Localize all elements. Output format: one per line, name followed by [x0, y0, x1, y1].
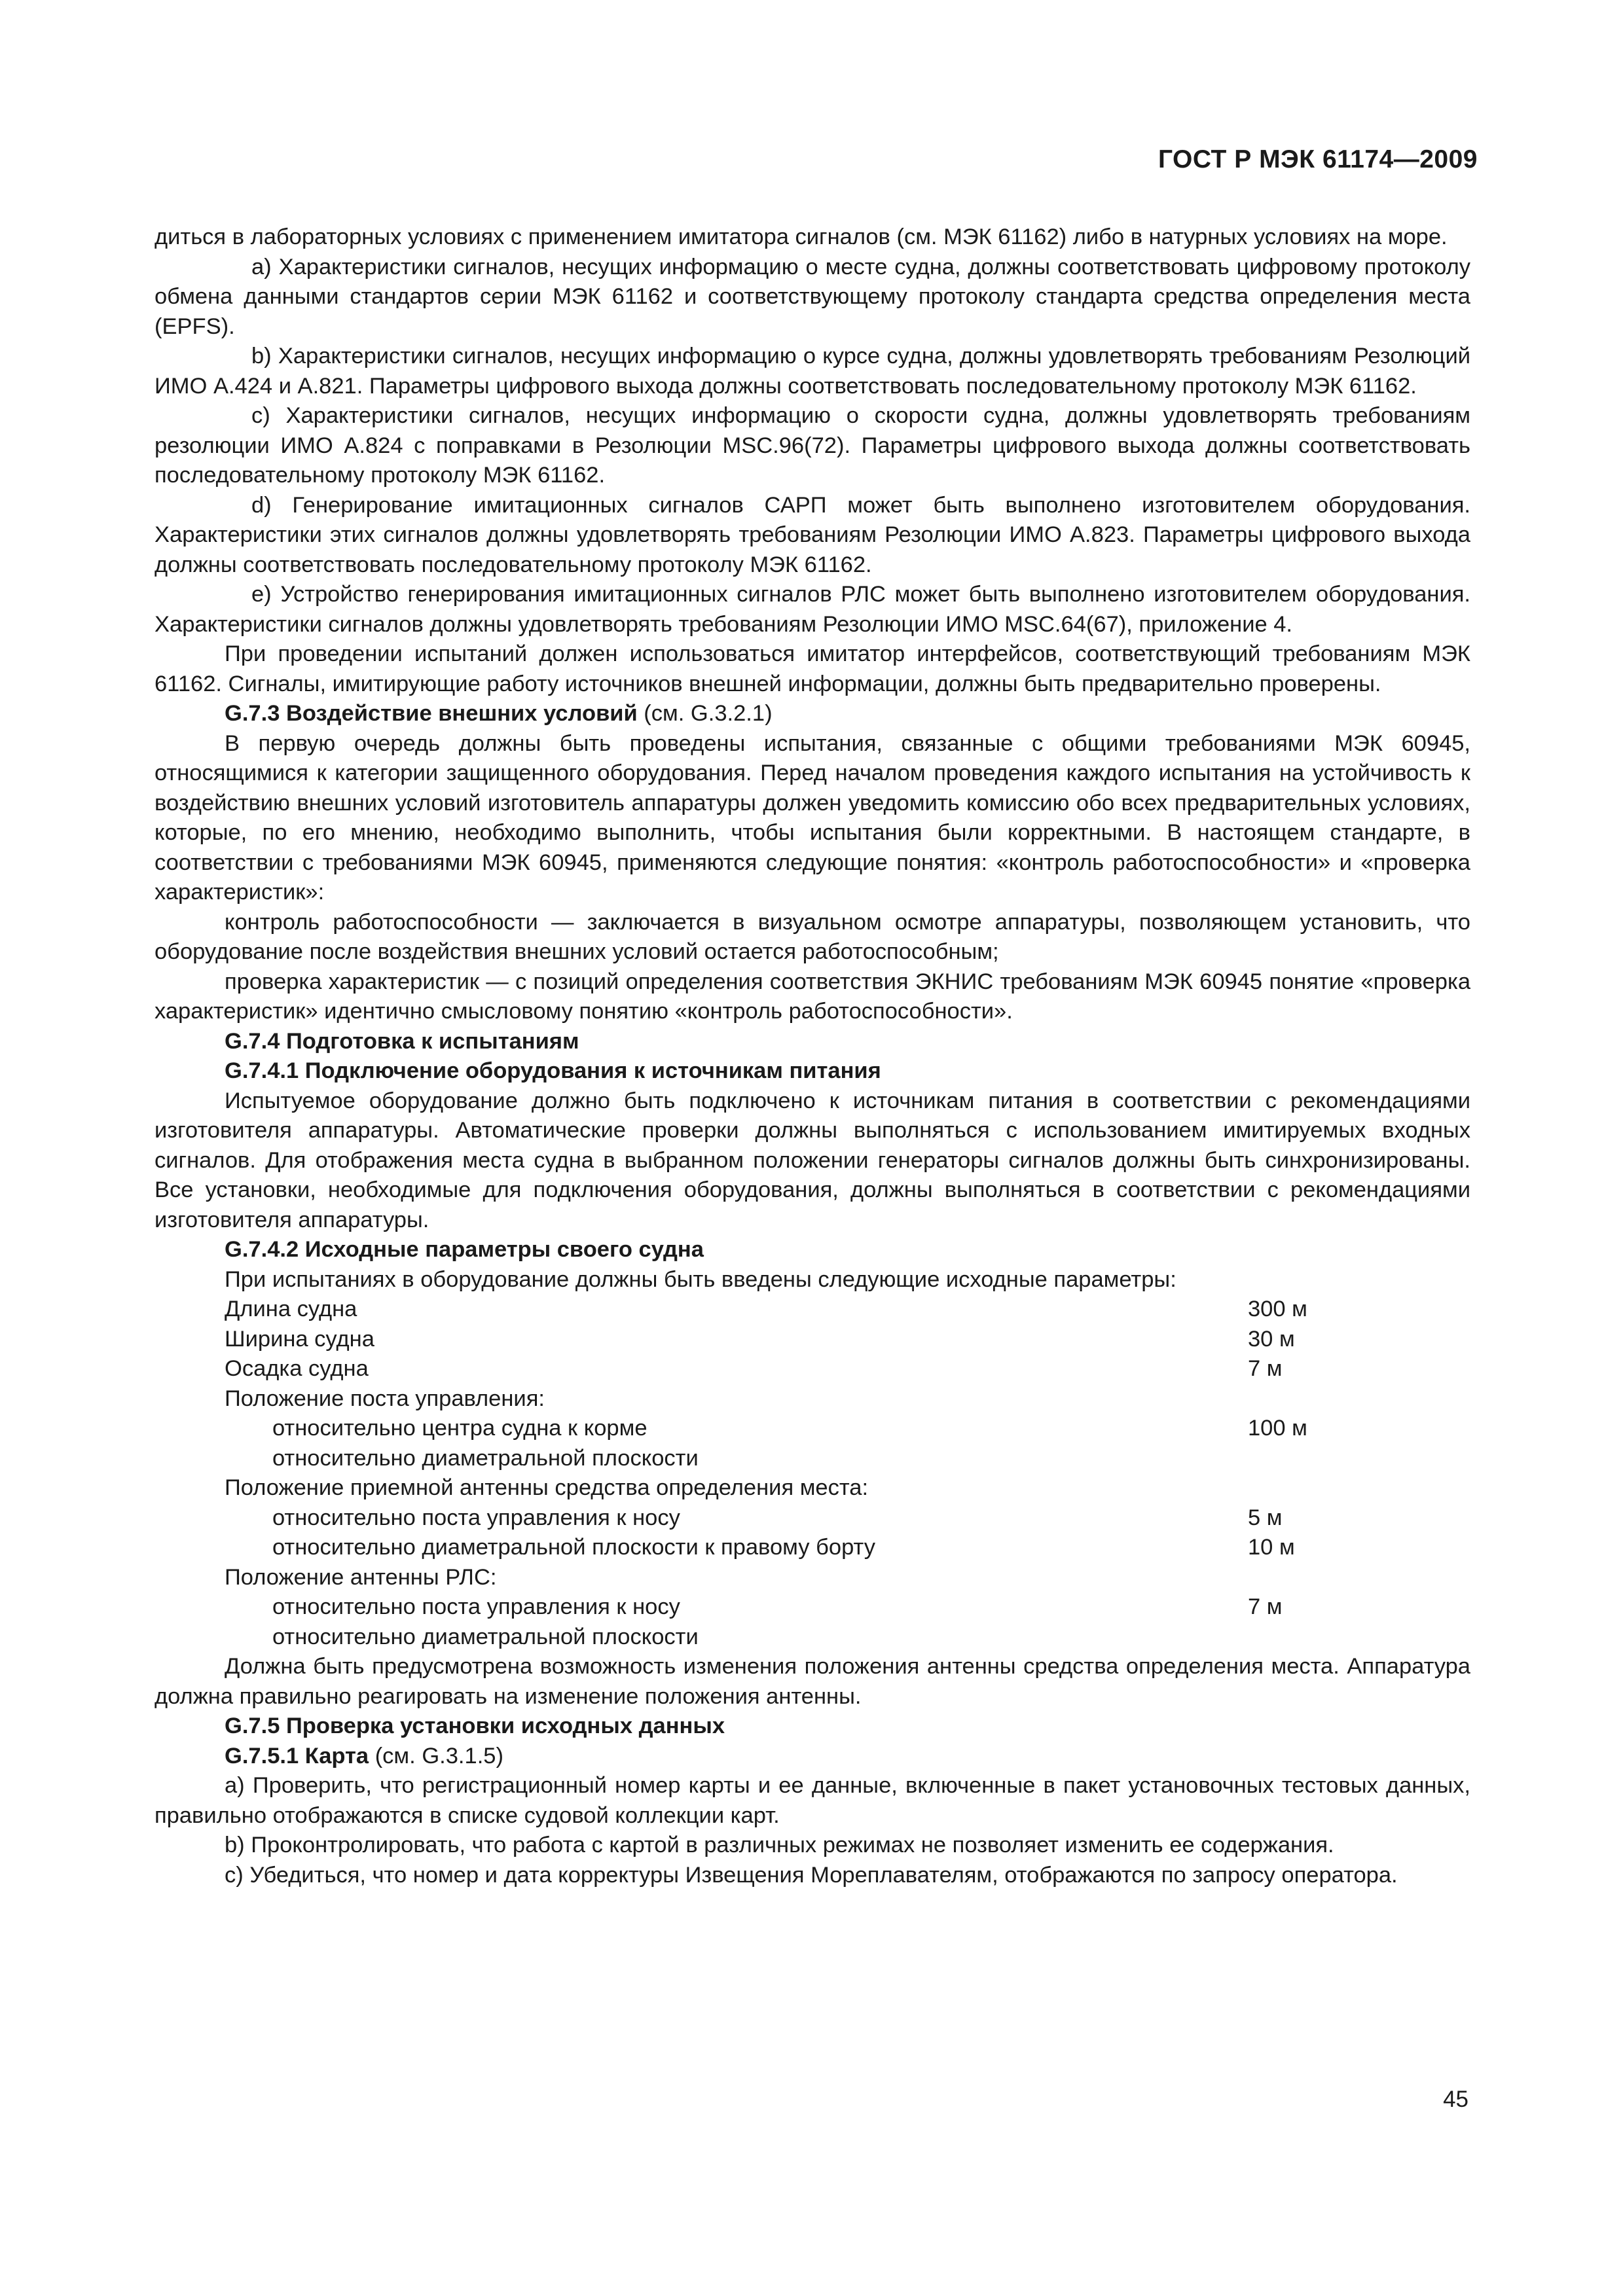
param-value — [1248, 1473, 1470, 1503]
param-label: относительно поста управления к носу — [272, 1505, 680, 1530]
chart-check-item-b: b) Проконтролировать, что работа с картой в различных режимах не позволяет изменить ее содержания. — [225, 1833, 1334, 1857]
item-d-arpa-signals: d) Генерирование имитационных сигналов САРП может быть выполнено изготовителем оборудования. Характеристики этих сигналов должны удовлетворять требованиям Резолюции ИМО А.823. Параметры цифрового выхода должны соответствовать последовательному протоколу МЭК 61162. — [155, 492, 1470, 577]
page-number: 45 — [1443, 2087, 1468, 2112]
param-row — [155, 1414, 1470, 1444]
param-label: Длина судна — [225, 1297, 357, 1321]
param-row — [155, 1444, 1470, 1474]
item-e-radar-signals: е) Устройство генерирования имитационных сигналов РЛС может быть выполнено изготовителем оборудования. Характеристики сигналов должны удовлетворять требованиям Резолюции ИМО MSC.64(67), приложение 4. — [155, 582, 1470, 637]
item-c-speed-signals: с) Характеристики сигналов, несущих информацию о скорости судна, должны удовлетворять требованиям резолюции ИМО А.824 с поправками в Резолюции MSC.96(72). Параметры цифрового выхода должны соответствовать последовательному протоколу МЭК 61162. — [155, 403, 1470, 488]
param-row — [155, 1592, 1470, 1623]
section-g741-heading: G.7.4.1 Подключение оборудования к источникам питания — [225, 1058, 881, 1083]
param-label: Положение приемной антенны средства определения места: — [225, 1475, 869, 1500]
param-row — [155, 1325, 1470, 1355]
param-row — [155, 1473, 1470, 1503]
param-label: Положение антенны РЛС: — [225, 1564, 497, 1590]
param-value: 10 м — [1248, 1535, 1295, 1560]
param-label: относительно диаметральной плоскости — [272, 1624, 699, 1649]
param-label: Положение поста управления: — [225, 1386, 545, 1411]
section-g73-reference: (см. G.3.2.1) — [637, 701, 773, 726]
section-g751-heading — [155, 1742, 1470, 1772]
param-value: 7 м — [1248, 1356, 1283, 1381]
param-value: 7 м — [1248, 1594, 1283, 1619]
item-a-position-signals: а) Характеристики сигналов, несущих информацию о месте судна, должны соответствовать цифровому протоколу обмена данными стандартов серии МЭК 61162 и соответствующему протоколу стандарта средства определения места (EPFS). — [155, 254, 1470, 339]
section-g751-title: G.7.5.1 Карта — [225, 1743, 369, 1768]
param-value — [1248, 1444, 1470, 1474]
interface-simulator-paragraph: При проведении испытаний должен использоваться имитатор интерфейсов, соответствующий требованиям МЭК 61162. Сигналы, имитирующие работу источников внешней информации, должны быть предварительно проверены. — [155, 641, 1470, 696]
continued-paragraph: диться в лабораторных условиях с применением имитатора сигналов (см. МЭК 61162) либо в натурных условиях на море. — [155, 224, 1448, 249]
standard-header: ГОСТ Р МЭК 61174—2009 — [1158, 145, 1478, 173]
section-g73-heading — [155, 699, 1470, 729]
section-g741-paragraph: Испытуемое оборудование должно быть подключено к источникам питания в соответствии с рекомендациями изготовителя аппаратуры. Автоматические проверки должны выполняться с использованием имитируемых входных сигналов. Для отображения места судна в выбранном положении генераторы сигналов должны быть синхронизированы. Все установки, необходимые для подключения оборудования, должны выполняться в соответствии с рекомендациями изготовителя аппаратуры. — [155, 1088, 1470, 1232]
param-label: относительно поста управления к носу — [272, 1594, 680, 1619]
param-row — [155, 1295, 1470, 1325]
ship-parameters-list — [155, 1295, 1470, 1652]
item-b-course-signals: b) Характеристики сигналов, несущих информацию о курсе судна, должны удовлетворять требованиям Резолюций ИМО А.424 и А.821. Параметры цифрового выхода должны соответствовать последовательному протоколу МЭК 61162. — [155, 344, 1470, 399]
param-value — [1248, 1623, 1470, 1653]
definition-performance-check: проверка характеристик — с позиций определения соответствия ЭКНИС требованиям МЭК 60945 понятие «проверка характеристик» идентично смысловому понятию «контроль работоспособности». — [155, 969, 1470, 1024]
param-value: 300 м — [1248, 1297, 1307, 1321]
param-value — [1248, 1384, 1470, 1414]
param-value: 100 м — [1248, 1416, 1307, 1441]
section-g742-intro: При испытаниях в оборудование должны быть введены следующие исходные параметры: — [225, 1266, 1176, 1292]
param-label: Ширина судна — [225, 1326, 374, 1352]
param-row — [155, 1623, 1470, 1653]
section-g73-title: G.7.3 Воздействие внешних условий — [225, 701, 638, 726]
section-g742-heading: G.7.4.2 Исходные параметры своего судна — [225, 1237, 704, 1262]
param-row — [155, 1533, 1470, 1563]
param-value: 30 м — [1248, 1326, 1295, 1352]
param-value — [1248, 1563, 1470, 1593]
param-row — [155, 1354, 1470, 1384]
section-g74-heading: G.7.4 Подготовка к испытаниям — [225, 1028, 579, 1054]
param-label: относительно центра судна к корме — [272, 1416, 647, 1441]
definition-operational-check: контроль работоспособности — заключается в визуальном осмотре аппаратуры, позволяющем установить, что оборудование после воздействия внешних условий остается работоспособным; — [155, 909, 1470, 964]
param-label: относительно диаметральной плоскости — [272, 1445, 699, 1471]
param-label: Осадка судна — [225, 1356, 369, 1381]
param-row — [155, 1503, 1470, 1534]
param-label: относительно диаметральной плоскости к правому борту — [272, 1535, 875, 1560]
param-row — [155, 1384, 1470, 1414]
param-value: 5 м — [1248, 1505, 1283, 1530]
section-g75-heading: G.7.5 Проверка установки исходных данных — [225, 1713, 725, 1738]
chart-check-item-a: а) Проверить, что регистрационный номер карты и ее данные, включенные в пакет установочных тестовых данных, правильно отображаются в списке судовой коллекции карт. — [155, 1773, 1470, 1828]
page-body — [155, 223, 1470, 1890]
section-g73-paragraph: В первую очередь должны быть проведены испытания, связанные с общими требованиями МЭК 60945, относящимися к категории защищенного оборудования. Перед началом проведения каждого испытания на устойчивость к воздействию внешних условий изготовитель аппаратуры должен уведомить комиссию обо всех предварительных условиях, которые, по его мнению, необходимо выполнить, чтобы испытания были корректными. В настоящем стандарте, в соответствии с требованиями МЭК 60945, применяются следующие понятия: «контроль работоспособности» и «проверка характеристик»: — [155, 730, 1470, 905]
section-g751-reference: (см. G.3.1.5) — [369, 1743, 503, 1768]
param-row — [155, 1563, 1470, 1593]
antenna-position-paragraph: Должна быть предусмотрена возможность изменения положения антенны средства определения места. Аппаратура должна правильно реагировать на изменение положения антенны. — [155, 1654, 1470, 1709]
chart-check-item-c: с) Убедиться, что номер и дата корректуры Извещения Мореплавателям, отображаются по запросу оператора. — [225, 1862, 1398, 1888]
